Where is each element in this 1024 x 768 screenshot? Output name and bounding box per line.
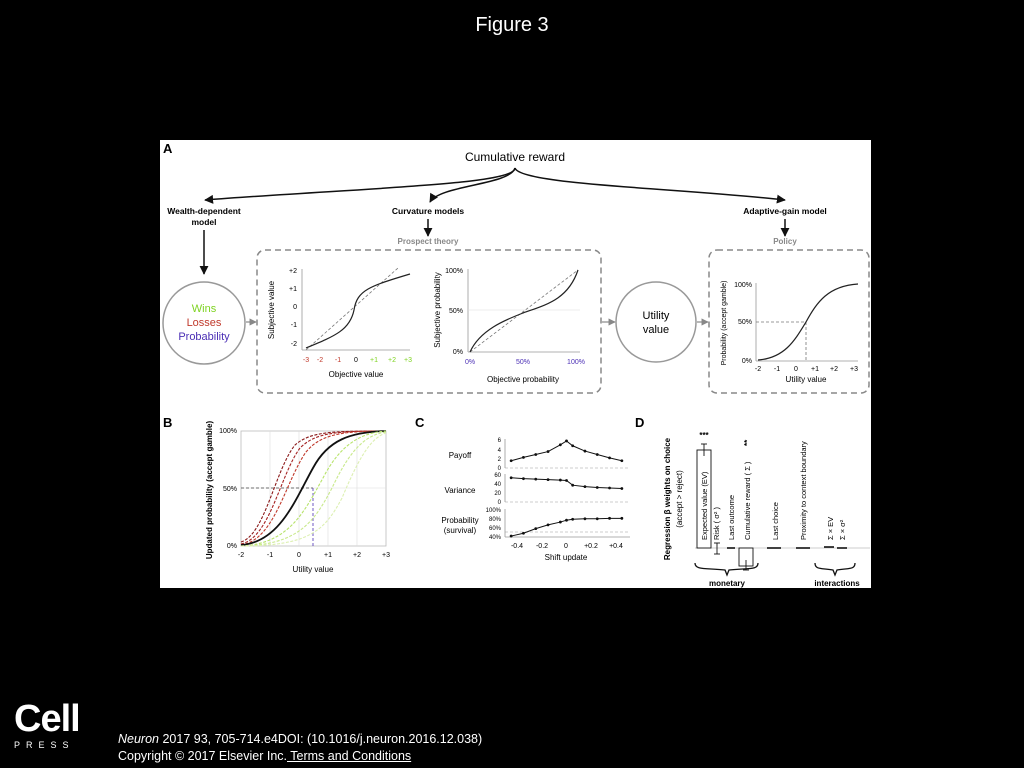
policy-label: Policy [773,237,797,246]
label-sigma-var: Σ × σ² [838,519,847,540]
svg-text:+2: +2 [353,552,361,559]
svg-text:40%: 40% [488,535,501,541]
svg-text:+2: +2 [388,357,396,364]
svg-text:+1: +1 [324,552,332,559]
series-point-1-4 [559,479,562,482]
svg-text:60: 60 [494,473,501,479]
label-cumulative: Cumulative reward ( Σ ) [743,461,752,540]
svg-text:50%: 50% [515,359,531,366]
utility-circle [616,282,696,362]
survival-row-label: (survival) [443,526,477,535]
series-point-0-3 [547,450,550,453]
series-point-1-8 [596,486,599,489]
svg-text:0%: 0% [452,349,463,356]
subjective-value-plot [267,268,412,379]
svg-text:Probability (accept gamble): Probability (accept gamble) [721,280,728,366]
svg-text:Subjective probability: Subjective probability [433,272,442,348]
svg-text:Objective value: Objective value [328,370,384,379]
svg-text:Utility value: Utility value [292,565,334,574]
citation-block [118,731,482,765]
svg-text:-0.4: -0.4 [510,543,524,550]
logo-sub: PRESS [14,740,75,750]
adaptive-gain-label: Adaptive-gain model [743,206,827,216]
series-point-1-0 [510,476,513,479]
svg-text:Updated probability (accept ga: Updated probability (accept gamble) [205,420,214,560]
series-point-0-10 [620,459,623,462]
figure-panel [160,140,871,588]
svg-text:6: 6 [497,438,501,444]
svg-text:100%: 100% [485,508,501,514]
svg-text:+3: +3 [404,357,412,364]
svg-text:-1: -1 [773,366,781,373]
svg-text:100%: 100% [445,268,463,275]
svg-text:80%: 80% [488,517,501,523]
svg-text:0: 0 [297,552,301,559]
svg-text:-2: -2 [316,357,324,364]
svg-text:-3: -3 [302,357,310,364]
monetary-label: monetary [708,579,746,588]
series-point-2-4 [559,521,562,524]
cell-press-logo [14,700,84,750]
series-point-1-9 [608,487,611,490]
series-point-1-3 [547,478,550,481]
losses-label: Losses [186,317,222,329]
series-point-0-2 [534,453,537,456]
svg-text:60%: 60% [488,526,501,532]
series-point-1-5 [565,479,568,482]
svg-text:+3: +3 [850,366,858,373]
arrow-to-adaptive [515,168,785,200]
series-point-2-0 [510,535,513,538]
svg-text:100%: 100% [734,282,752,289]
arrow-to-curvature [430,168,515,202]
svg-text:0%: 0% [741,358,752,365]
svg-text:0%: 0% [226,543,237,550]
subjective-probability-plot [433,268,585,384]
series-point-2-2 [534,527,537,530]
citation-details: 2017 93, 705-714.e4DOI: (10.1016/j.neuron.2016.12.038) [159,732,483,746]
svg-text:Utility value: Utility value [785,375,827,384]
svg-text:Shift update: Shift update [544,553,588,562]
series-point-0-8 [596,453,599,456]
series-point-2-1 [522,532,525,535]
probability-label: Probability [178,331,230,343]
probability-row-label: Probability [441,516,479,525]
cumulative-reward-title: Cumulative reward [464,150,566,164]
label-sigma-ev: Σ × EV [826,516,835,540]
svg-text:100%: 100% [219,428,237,435]
panel-c-series [510,440,624,538]
svg-text:0: 0 [564,543,568,550]
panel-d-label: D [635,415,645,430]
series-point-2-8 [596,517,599,520]
panel-d-bars [695,444,870,570]
prospect-theory-box [257,250,601,393]
svg-text:+0.2: +0.2 [584,543,598,550]
svg-text:4: 4 [497,448,501,454]
panel-a-label: A [163,141,173,156]
svg-text:0: 0 [497,500,501,506]
variance-row-label: Variance [444,486,476,495]
series-point-0-6 [571,444,574,447]
svg-text:50%: 50% [448,308,463,315]
series-point-1-10 [620,487,623,490]
svg-text:+0.4: +0.4 [609,543,623,550]
payoff-row-label: Payoff [448,451,472,460]
figure-svg [160,140,871,588]
series-point-2-10 [620,517,623,520]
svg-text:+1: +1 [289,286,297,293]
series-point-1-2 [534,478,537,481]
label-risk: Risk ( σ² ) [712,507,721,540]
sig-cumulative: ** [743,439,752,446]
svg-text:+1: +1 [370,357,378,364]
logo-word: Cell [14,698,80,740]
series-point-1-7 [584,485,587,488]
curvature-models-label: Curvature models [391,206,465,216]
series-point-1-6 [571,484,574,487]
terms-link[interactable]: Terms and Conditions [287,749,412,763]
series-line-0 [511,441,622,461]
svg-text:0: 0 [354,357,358,364]
svg-text:50%: 50% [222,486,237,493]
svg-text:100%: 100% [567,359,585,366]
svg-text:-0.2: -0.2 [535,543,549,550]
wealth-model-label-1: Wealth-dependent [167,206,241,216]
panel-d-ylabel: Regression β weights on choice [663,437,672,561]
svg-text:0%: 0% [464,359,476,366]
label-last-choice: Last choice [771,502,780,540]
svg-text:2: 2 [497,457,501,463]
sig-ev: *** [699,431,709,440]
svg-text:-2: -2 [290,341,297,348]
svg-text:+2: +2 [830,366,838,373]
label-last-outcome: Last outcome [727,494,736,540]
interactions-label: interactions [814,579,860,588]
svg-text:Subjective value: Subjective value [267,280,276,340]
wealth-model-label-2: model [191,217,217,227]
svg-text:50%: 50% [737,319,752,326]
panel-b-label: B [163,415,173,430]
series-point-2-7 [584,517,587,520]
svg-text:-2: -2 [237,552,245,559]
series-point-1-1 [522,477,525,480]
svg-text:-2: -2 [754,366,762,373]
label-proximity: Proximity to context boundary [799,441,808,540]
wins-label: Wins [191,303,217,315]
svg-text:20: 20 [494,491,501,497]
svg-text:-1: -1 [290,322,297,329]
prospect-theory-label: Prospect theory [397,237,459,246]
svg-text:0: 0 [497,466,501,472]
interactions-brace [815,563,855,575]
series-point-2-5 [565,519,568,522]
policy-sigmoid-plot [721,281,858,384]
series-point-2-3 [547,523,550,526]
arrow-to-wealth [205,168,515,200]
panel-d-ylabel2: (accept > reject) [675,470,684,528]
svg-text:+3: +3 [382,552,390,559]
series-point-0-5 [565,440,568,443]
policy-box [709,250,869,393]
svg-text:+1: +1 [811,366,819,373]
page-title: Figure 3 [475,14,549,36]
svg-text:+2: +2 [289,268,297,275]
svg-text:-1: -1 [266,552,274,559]
label-ev: Expected value (EV) [700,471,709,540]
series-point-2-9 [608,517,611,520]
series-point-2-6 [571,518,574,521]
svg-text:0: 0 [794,366,798,373]
series-point-0-0 [510,459,513,462]
series-point-0-1 [522,456,525,459]
svg-text:Objective probability: Objective probability [486,375,560,384]
utility-label-1: Utility [642,310,670,322]
svg-text:0: 0 [293,304,297,311]
panel-b-plot [205,421,390,574]
series-point-0-7 [584,450,587,453]
utility-label-2: value [642,324,670,336]
panel-c-label: C [415,415,425,430]
journal-name: Neuron [118,732,159,746]
copyright-text: Copyright © 2017 Elsevier Inc. [118,749,288,763]
svg-text:-1: -1 [334,357,342,364]
svg-text:40: 40 [494,482,501,488]
panel-c-axes [486,438,630,562]
series-point-0-9 [608,456,611,459]
series-point-0-4 [559,443,562,446]
